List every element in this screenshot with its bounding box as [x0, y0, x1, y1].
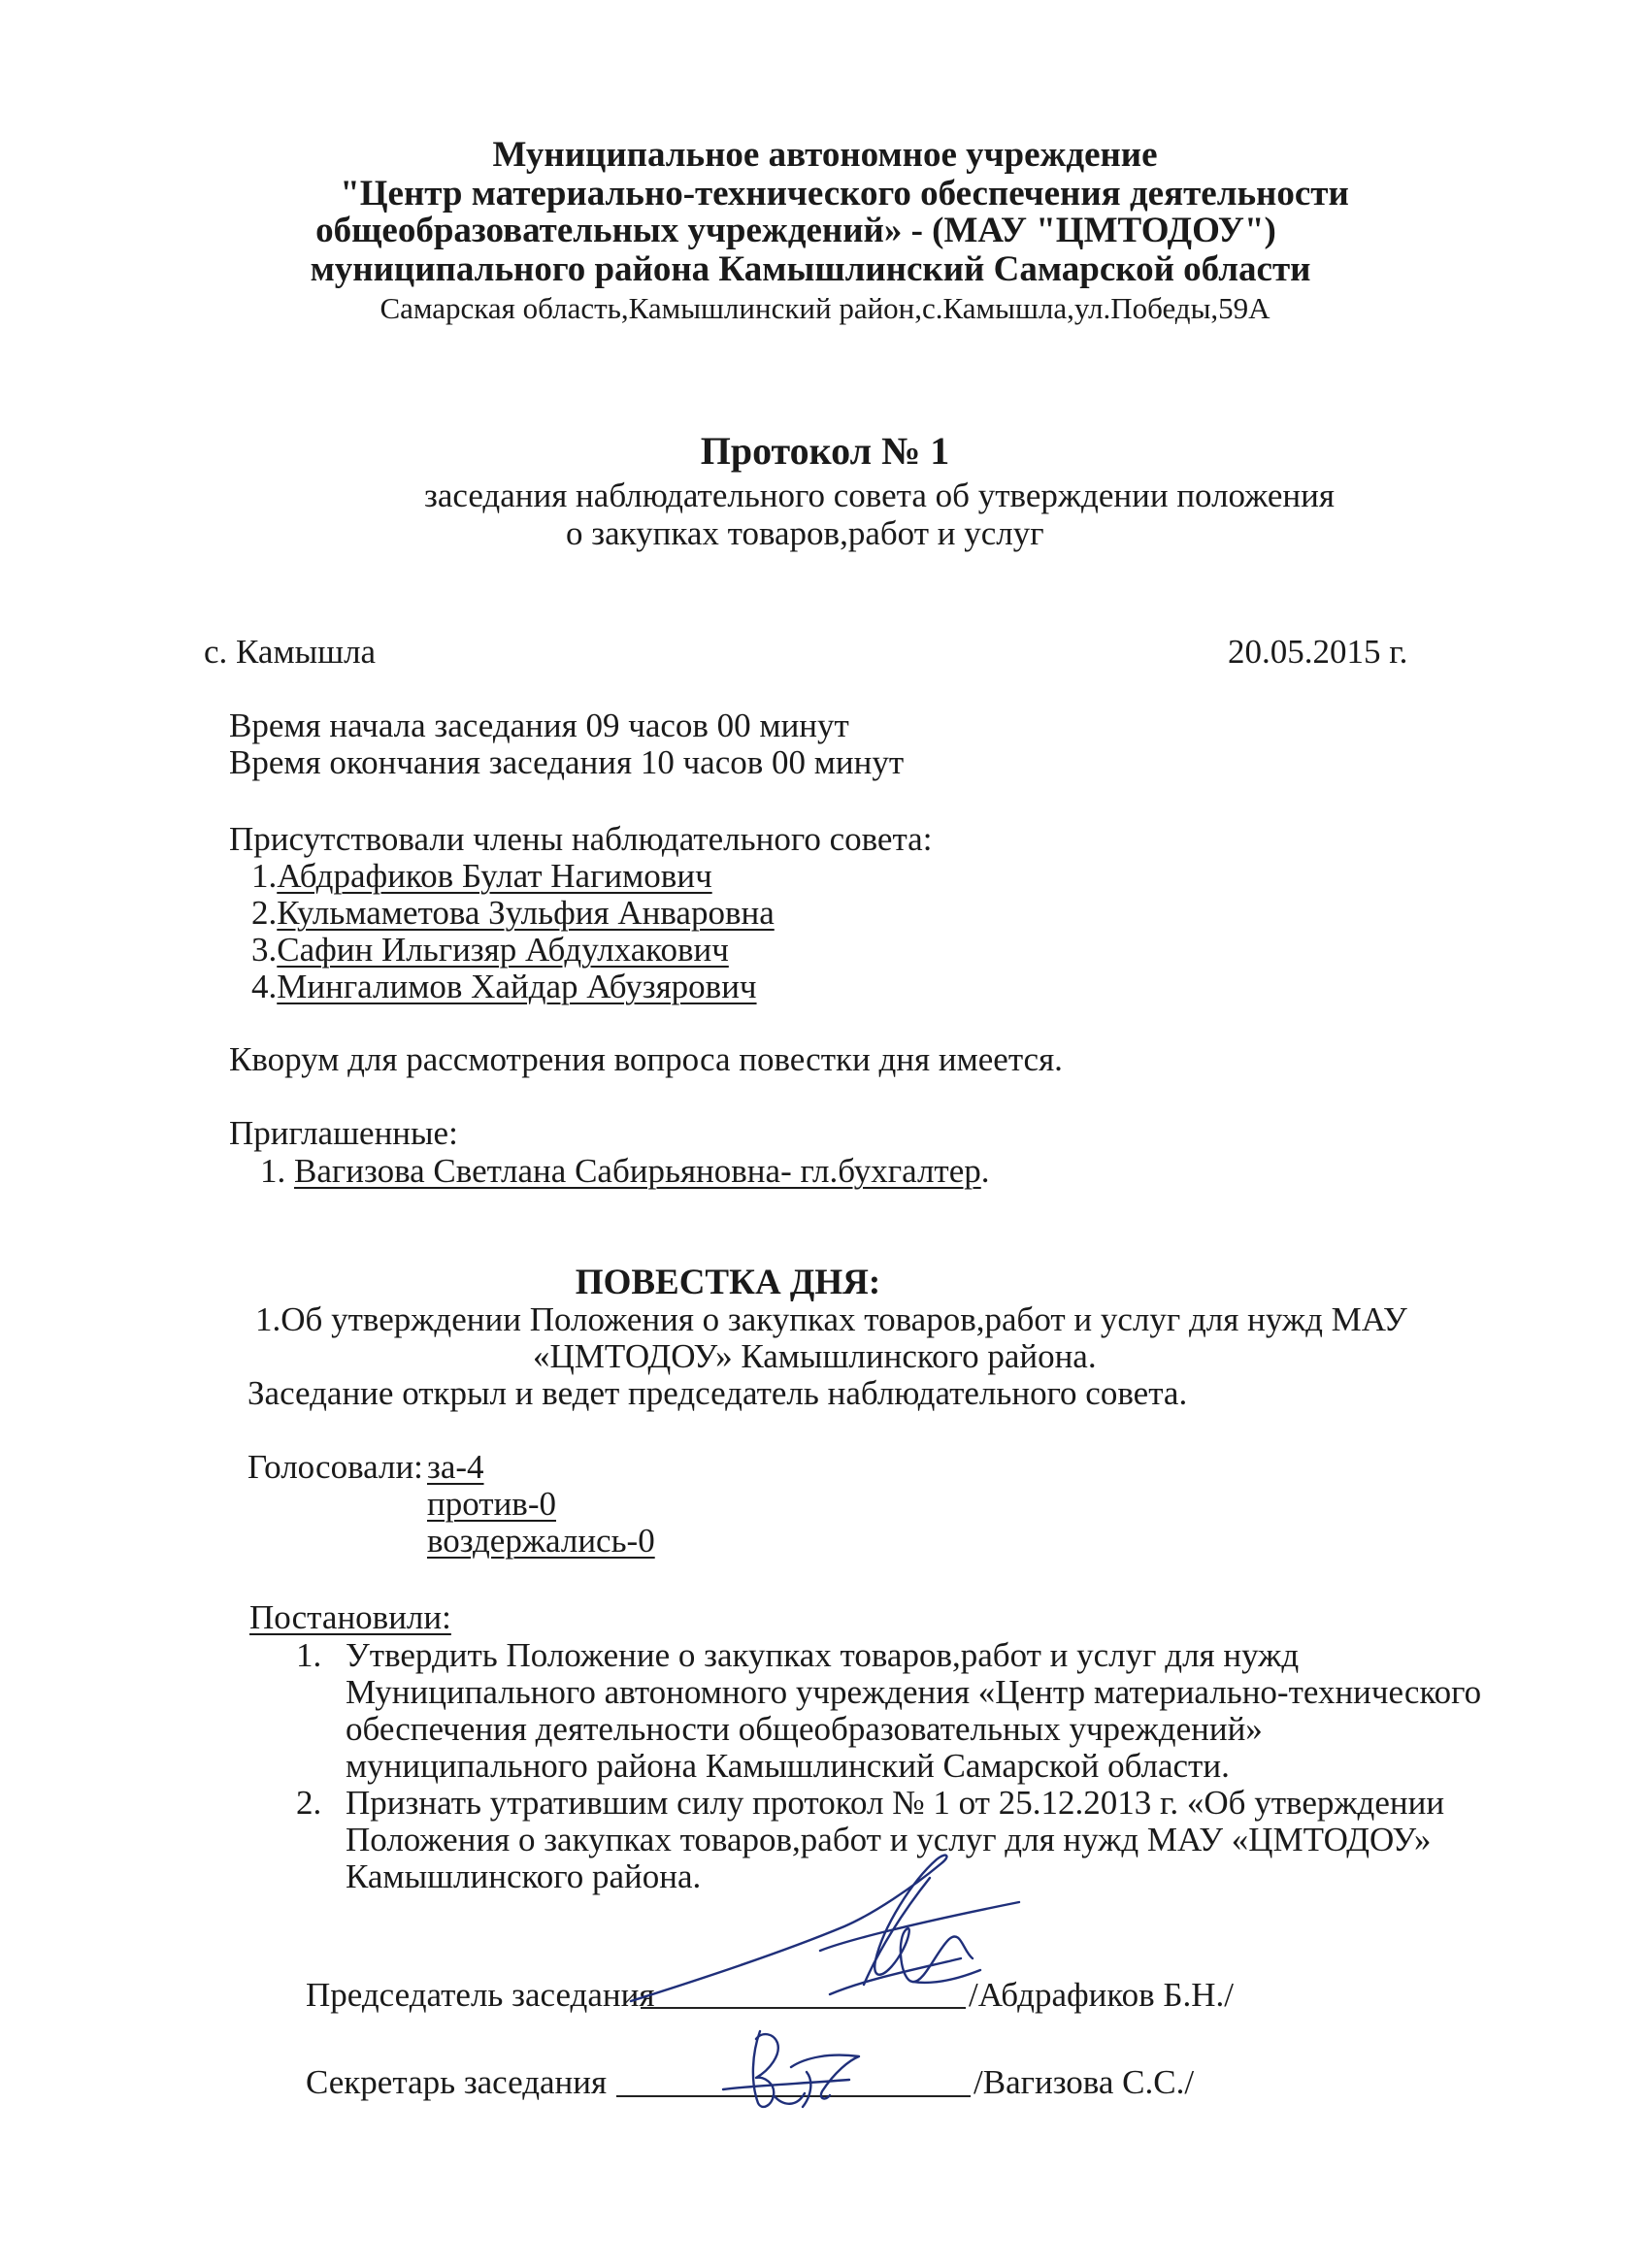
member-item	[251, 857, 712, 896]
member-number: 1.	[251, 857, 278, 895]
meeting-end-time: Время окончания заседания 10 часов 00 минут	[229, 743, 905, 781]
protocol-title: Протокол № 1	[700, 429, 950, 473]
invited-number: 1.	[260, 1152, 286, 1190]
org-address: Самарская область,Камышлинский район,с.Камышла,ул.Победы,59А	[380, 291, 1270, 325]
resolved-heading: Постановили:	[249, 1598, 451, 1636]
agenda-heading: ПОВЕСТКА ДНЯ:	[575, 1263, 881, 1302]
member-number: 4.	[251, 968, 278, 1005]
resolution-2-line-2: Положения о закупках товаров,работ и услуг для нужд МАУ «ЦМТОДОУ»	[346, 1821, 1432, 1858]
org-name-line-2: "Центр материально-технического обеспечения деятельности	[340, 174, 1349, 214]
resolution-1-line-4: муниципального района Камышлинский Самарской области.	[346, 1747, 1230, 1785]
member-number: 3.	[251, 931, 278, 969]
resolution-number: 1.	[296, 1636, 322, 1674]
member-item	[251, 968, 757, 1006]
secretary-label: Секретарь заседания	[306, 2063, 608, 2101]
member-name: Кульмаметова Зульфия Анваровна	[277, 894, 775, 932]
invited-item	[260, 1152, 990, 1191]
chair-name: /Абдрафиков Б.Н./	[969, 1976, 1235, 2014]
meeting-date: 20.05.2015 г.	[1228, 633, 1408, 671]
resolution-1-line-2: Муниципального автономного учреждения «Центр материально-технического	[346, 1673, 1482, 1711]
secretary-signature	[713, 2014, 878, 2120]
resolution-1-line-3: обеспечения деятельности общеобразовательных учреждений»	[346, 1710, 1263, 1748]
meeting-start-time: Время начала заседания 09 часов 00 минут	[229, 707, 849, 744]
member-number: 2.	[251, 894, 278, 932]
invited-heading: Приглашенные:	[229, 1114, 458, 1152]
invited-tail: .	[980, 1152, 990, 1190]
resolution-1-line-1: Утвердить Положение о закупках товаров,работ и услуг для нужд	[346, 1636, 1300, 1674]
chair-signature	[621, 1834, 1029, 2028]
vote-against: против-0	[427, 1485, 556, 1523]
member-item	[251, 931, 729, 970]
agenda-item-1-line-1: 1.Об утверждении Положения о закупках товаров,работ и услуг для нужд МАУ	[255, 1300, 1407, 1338]
member-name: Мингалимов Хайдар Абузярович	[277, 968, 757, 1005]
org-name-line-4: муниципального района Камышлинский Самарской области	[310, 249, 1311, 289]
protocol-subtitle-line-1: заседания наблюдательного совета об утверждении положения	[424, 477, 1335, 514]
invited-name: Вагизова Светлана Сабирьяновна- гл.бухгалтер	[294, 1152, 981, 1190]
agenda-item-1-line-2: «ЦМТОДОУ» Камышлинского района.	[533, 1337, 1097, 1375]
org-name-line-1: Муниципальное автономное учреждение	[492, 135, 1158, 175]
resolution-number: 2.	[296, 1784, 322, 1822]
protocol-subtitle-line-2: о закупках товаров,работ и услуг	[566, 514, 1044, 552]
secretary-name: /Вагизова С.С./	[974, 2063, 1195, 2101]
member-name: Сафин Ильгизяр Абдулхакович	[277, 931, 729, 969]
resolution-2-line-1: Признать утратившим силу протокол № 1 от 25.12.2013 г. «Об утверждении	[346, 1784, 1445, 1822]
resolution-2-line-3: Камышлинского района.	[346, 1857, 702, 1895]
member-item	[251, 894, 775, 933]
member-name: Абдрафиков Булат Нагимович	[277, 857, 712, 895]
meeting-place: с. Камышла	[204, 633, 377, 671]
voting-label: Голосовали:	[248, 1448, 423, 1486]
org-name-line-3: общеобразовательных учреждений» - (МАУ "ЦМТОДОУ")	[315, 211, 1276, 250]
meeting-chair-statement: Заседание открыл и ведет председатель наблюдательного совета.	[248, 1374, 1188, 1412]
members-heading: Присутствовали члены наблюдательного совета:	[229, 820, 933, 858]
vote-abstained: воздержались-0	[427, 1522, 655, 1560]
chair-label: Председатель заседания	[306, 1976, 655, 2014]
vote-for: за-4	[427, 1448, 484, 1486]
quorum-statement: Кворум для рассмотрения вопроса повестки дня имеется.	[229, 1040, 1063, 1078]
